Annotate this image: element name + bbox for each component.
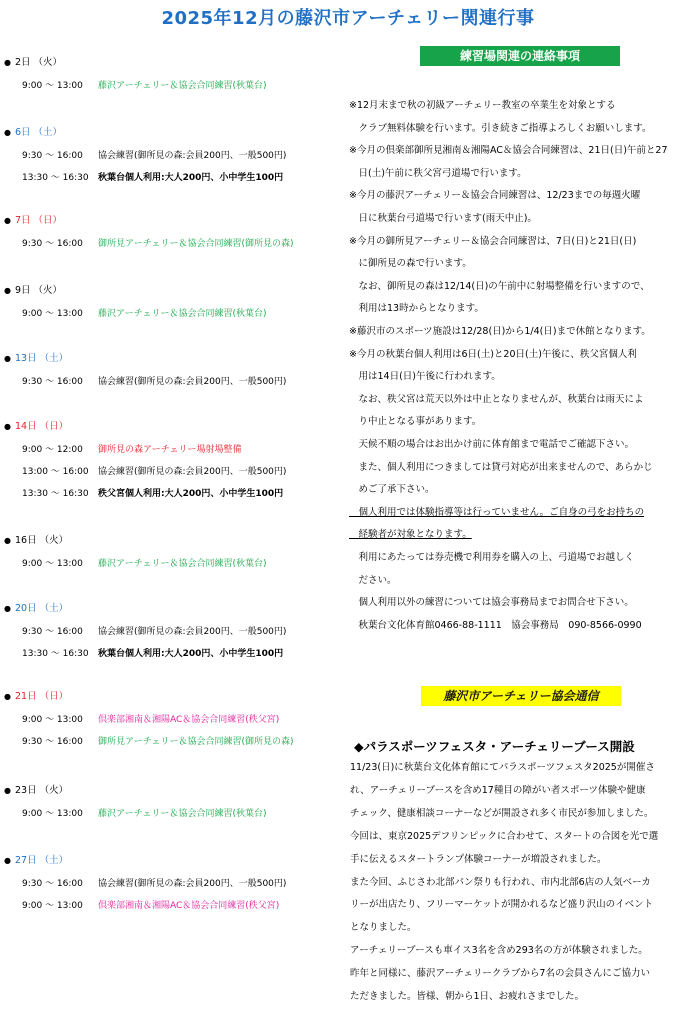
event-text: 御所見アーチェリー＆協会合同練習(御所見の森) bbox=[98, 737, 294, 747]
event-text: 協会練習(御所見の森:会員200円、一般500円) bbox=[98, 627, 287, 637]
schedule-event bbox=[22, 236, 293, 249]
event-time: 9:00 〜 13:00 bbox=[22, 809, 83, 819]
event-text: 藤沢アーチェリー＆協会合同練習(秋葉台) bbox=[98, 309, 267, 319]
practice-info-line: 日に秋葉台弓道場で行います(雨天中止)。 bbox=[349, 213, 537, 224]
newsletter-article-title: ◆パラスポーツフェスタ・アーチェリーブース開設 bbox=[354, 739, 635, 754]
schedule-date bbox=[4, 688, 68, 702]
event-time: 9:00 〜 13:00 bbox=[22, 309, 83, 319]
schedule-event bbox=[22, 556, 266, 569]
bullet-icon: ● bbox=[4, 856, 11, 865]
event-text: 倶楽部湘南＆湘陽AC＆協会合同練習(秩父宮) bbox=[98, 715, 280, 725]
schedule-date-label: 9日 （火） bbox=[14, 285, 63, 296]
bullet-icon: ● bbox=[4, 422, 11, 431]
bullet-icon: ● bbox=[4, 216, 11, 225]
page-title: 2025年12月の藤沢市アーチェリー関連行事 bbox=[161, 8, 535, 29]
schedule-event bbox=[22, 898, 279, 911]
schedule-date-label: 20日 （土） bbox=[14, 603, 69, 614]
practice-info-line: ※今月の藤沢アーチェリー＆協会合同練習は、12/23までの毎週火曜 bbox=[349, 190, 641, 202]
practice-info-header: 練習場関連の連絡事項 bbox=[420, 46, 620, 66]
schedule-event bbox=[22, 806, 266, 819]
practice-info-line: に御所見の森で行います。 bbox=[349, 258, 472, 270]
schedule-event bbox=[22, 148, 286, 161]
schedule-date bbox=[4, 532, 68, 546]
practice-info-line: なお、御所見の森は12/14(日)の午前中に射場整備を行いますので、 bbox=[349, 280, 650, 292]
practice-info-line: ※今月の御所見アーチェリー＆協会合同練習は、7日(日)と21日(日) bbox=[349, 235, 637, 247]
practice-info-line: クラブ無料体験を行います。引き続きご指導よろしくお願いします。 bbox=[349, 122, 652, 134]
schedule-date-label: 13日 （土） bbox=[14, 353, 69, 364]
schedule-date-label: 7日 （日） bbox=[14, 215, 63, 226]
practice-info-line: また、個人利用につきましては貸弓対応が出来ませんので、あらかじ bbox=[349, 461, 653, 473]
practice-info-line: 天候不順の場合はお出かけ前に体育館まで電話でご確認下さい。 bbox=[349, 439, 635, 450]
bullet-icon: ● bbox=[4, 128, 11, 137]
event-text: 秋葉台個人利用:大人200円、小中学生100円 bbox=[98, 173, 284, 183]
newsletter-line: アーチェリーブースも車イス3名を含め293名の方が体験されました。 bbox=[350, 945, 648, 957]
newsletter-line: また今回、ふじさわ北部パン祭りも行われ、市内北部6店の人気ベーカ bbox=[350, 876, 651, 888]
practice-info-line: り中止となる事があります。 bbox=[349, 416, 482, 428]
schedule-date bbox=[4, 350, 68, 364]
event-text: 御所見アーチェリー＆協会合同練習(御所見の森) bbox=[98, 239, 294, 249]
event-time: 9:00 〜 12:00 bbox=[22, 445, 83, 455]
event-time: 9:00 〜 13:00 bbox=[22, 559, 83, 569]
event-time: 9:30 〜 16:00 bbox=[22, 879, 83, 889]
newsletter-line: チェック、健康相談コーナーなどが開設され多く市民が参加しました。 bbox=[350, 807, 654, 819]
schedule-event bbox=[22, 876, 286, 889]
practice-info-line: ※今月の倶楽部御所見湘南＆湘陽AC＆協会合同練習は、21日(日)午前と27 bbox=[349, 145, 668, 157]
newsletter-line: ただきました。皆様、朝から1日、お疲れさまでした。 bbox=[350, 991, 585, 1002]
practice-info-line: 用は14日(日)午後に行われます。 bbox=[349, 371, 501, 383]
event-text: 秩父宮個人利用:大人200円、小中学生100円 bbox=[98, 489, 284, 499]
schedule-event bbox=[22, 170, 283, 183]
bullet-icon: ● bbox=[4, 354, 11, 363]
bullet-icon: ● bbox=[4, 58, 11, 67]
schedule-date-label: 21日 （日） bbox=[14, 691, 69, 702]
schedule-date bbox=[4, 600, 68, 614]
event-time: 9:00 〜 13:00 bbox=[22, 81, 83, 91]
event-text: 協会練習(御所見の森:会員200円、一般500円) bbox=[98, 151, 287, 161]
event-text: 協会練習(御所見の森:会員200円、一般500円) bbox=[98, 467, 287, 477]
schedule-list bbox=[0, 0, 345, 1024]
schedule-date bbox=[4, 54, 62, 68]
event-time: 9:30 〜 16:00 bbox=[22, 627, 83, 637]
schedule-date bbox=[4, 782, 68, 796]
schedule-date-label: 6日 （土） bbox=[14, 127, 63, 138]
newsletter-line: れ、アーチェリーブースを含め17種目の障がい者スポーツ体験や健康 bbox=[350, 784, 646, 796]
event-text: 協会練習(御所見の森:会員200円、一般500円) bbox=[98, 377, 287, 387]
practice-info-line: 秋葉台文化体育館0466-88-1111 協会事務局 090-8566-0990 bbox=[349, 619, 642, 631]
newsletter-line: 昨年と同様に、藤沢アーチェリークラブから7名の会員さんにご協力い bbox=[350, 968, 650, 980]
schedule-event bbox=[22, 78, 266, 91]
bullet-icon: ● bbox=[4, 786, 11, 795]
schedule-event bbox=[22, 442, 241, 455]
event-time: 9:30 〜 16:00 bbox=[22, 151, 83, 161]
event-time: 9:30 〜 16:00 bbox=[22, 737, 83, 747]
bullet-icon: ● bbox=[4, 286, 11, 295]
practice-info-line: ※藤沢市のスポーツ施設は12/28(日)から1/4(日)まで休館となります。 bbox=[349, 326, 651, 337]
event-text: 倶楽部湘南＆湘陽AC＆協会合同練習(秩父宮) bbox=[98, 901, 280, 911]
schedule-event bbox=[22, 374, 286, 387]
event-time: 13:30 〜 16:30 bbox=[22, 173, 89, 183]
bullet-icon: ● bbox=[4, 692, 11, 701]
practice-info-line: 経験者が対象となります。 bbox=[349, 529, 472, 541]
event-time: 9:00 〜 13:00 bbox=[22, 901, 83, 911]
practice-info-line: 利用は13時からとなります。 bbox=[349, 303, 484, 315]
event-time: 9:00 〜 13:00 bbox=[22, 715, 83, 725]
event-text: 秋葉台個人利用:大人200円、小中学生100円 bbox=[98, 649, 284, 659]
bullet-icon: ● bbox=[4, 536, 11, 545]
practice-info-line: 個人利用では体験指導等は行っていません。ご自身の弓をお持ちの bbox=[349, 506, 645, 518]
newsletter-header: 藤沢市アーチェリー協会通信 bbox=[421, 686, 621, 706]
schedule-event bbox=[22, 624, 286, 637]
newsletter-line: 11/23(日)に秋葉台文化体育館にてパラスポーツフェスタ2025が開催さ bbox=[350, 762, 655, 773]
event-time: 9:30 〜 16:00 bbox=[22, 239, 83, 249]
schedule-date-label: 27日 （土） bbox=[14, 855, 69, 866]
event-text: 協会練習(御所見の森:会員200円、一般500円) bbox=[98, 879, 287, 889]
practice-info-line: めご了承下さい。 bbox=[349, 484, 435, 496]
newsletter-line: となりました。 bbox=[350, 922, 417, 934]
practice-info-line: なお、秩父宮は荒天以外は中止となりませんが、秋葉台は雨天によ bbox=[349, 393, 644, 405]
practice-info-line: ※今月の秋葉台個人利用は6日(土)と20日(土)午後に、秩父宮個人利 bbox=[349, 348, 637, 360]
schedule-event bbox=[22, 306, 266, 319]
newsletter-line: 今回は、東京2025デフリンピックに合わせて、スタートの合図を光で選 bbox=[350, 830, 659, 842]
event-text: 御所見の森アーチェリー場射場整備 bbox=[98, 445, 242, 455]
practice-info-line: 個人利用以外の練習については協会事務局までお問合せ下さい。 bbox=[349, 597, 634, 609]
event-text: 藤沢アーチェリー＆協会合同練習(秋葉台) bbox=[98, 809, 267, 819]
practice-info-line: ※12月末まで秋の初級アーチェリー教室の卒業生を対象とする bbox=[349, 100, 616, 111]
schedule-date-label: 14日 （日） bbox=[14, 421, 69, 432]
schedule-date-label: 16日 （火） bbox=[14, 535, 69, 546]
practice-info-line: ださい。 bbox=[349, 574, 397, 586]
schedule-date bbox=[4, 852, 68, 866]
schedule-date-label: 23日 （火） bbox=[14, 785, 69, 796]
newsletter-line: リーが出店たり、フリーマーケットが開かれるなど盛り沢山のイベント bbox=[350, 899, 654, 911]
event-text: 藤沢アーチェリー＆協会合同練習(秋葉台) bbox=[98, 81, 267, 91]
schedule-date bbox=[4, 418, 68, 432]
practice-info-line: 利用にあたっては券売機で利用券を購入の上、弓道場でお越しく bbox=[349, 552, 635, 563]
event-time: 9:30 〜 16:00 bbox=[22, 377, 83, 387]
event-time: 13:30 〜 16:30 bbox=[22, 489, 89, 499]
bullet-icon: ● bbox=[4, 604, 11, 613]
schedule-event bbox=[22, 486, 283, 499]
event-text: 藤沢アーチェリー＆協会合同練習(秋葉台) bbox=[98, 559, 267, 569]
schedule-event bbox=[22, 712, 279, 725]
schedule-date bbox=[4, 212, 62, 226]
schedule-date bbox=[4, 282, 62, 296]
schedule-date bbox=[4, 124, 62, 138]
event-time: 13:00 〜 16:00 bbox=[22, 467, 89, 477]
schedule-event bbox=[22, 464, 286, 477]
event-time: 13:30 〜 16:30 bbox=[22, 649, 89, 659]
schedule-event bbox=[22, 646, 283, 659]
newsletter-line: 手に伝えるスタートランプ体験コーナーが増設されました。 bbox=[350, 853, 607, 865]
schedule-event bbox=[22, 734, 293, 747]
schedule-date-label: 2日 （火） bbox=[14, 57, 63, 68]
practice-info-line: 日(土)午前に秩父宮弓道場で行います。 bbox=[349, 167, 527, 179]
